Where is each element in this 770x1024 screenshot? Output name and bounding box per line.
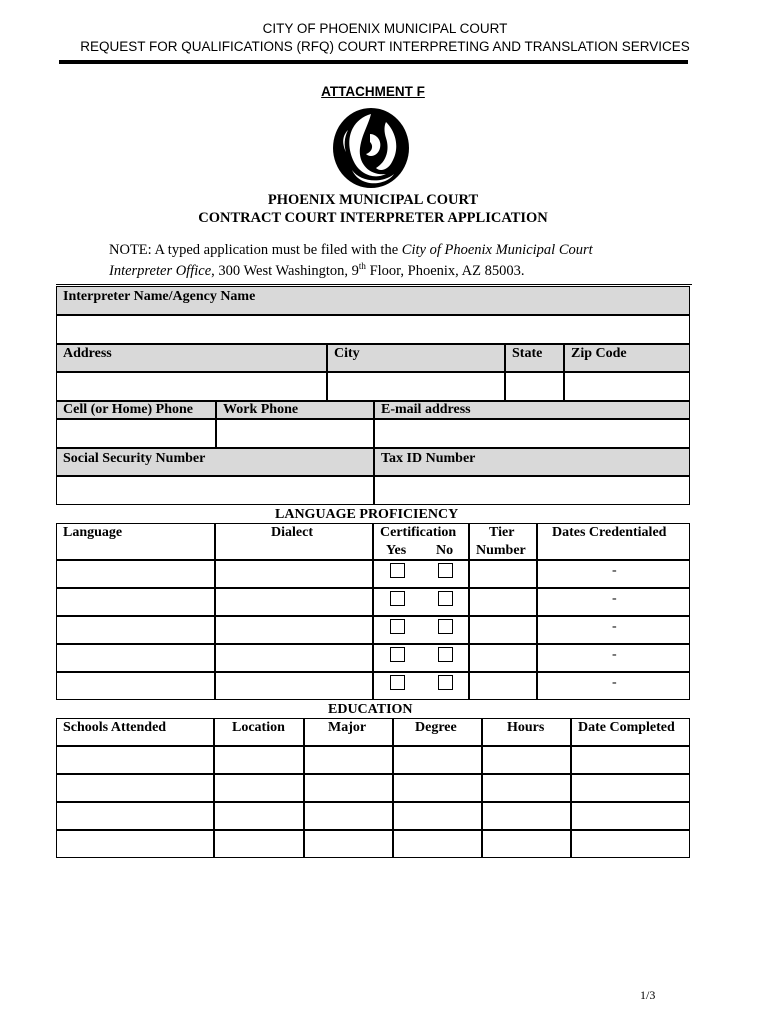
certification-yes-checkbox[interactable] (390, 647, 405, 662)
degree-input[interactable] (393, 774, 482, 802)
state-input[interactable] (505, 372, 564, 401)
major-input[interactable] (304, 830, 393, 858)
degree-input[interactable] (393, 746, 482, 774)
dates-separator: - (612, 647, 617, 662)
major-column-label: Major (328, 720, 367, 735)
city-label: City (334, 346, 360, 361)
tier-input[interactable] (469, 644, 537, 672)
certification-cell (373, 644, 469, 672)
note-prefix: NOTE: A typed application must be filed with the (109, 242, 402, 258)
tier-input[interactable] (469, 560, 537, 588)
date-completed-input[interactable] (571, 802, 690, 830)
location-input[interactable] (214, 774, 304, 802)
major-input[interactable] (304, 774, 393, 802)
form-title-line-1: PHOENIX MUNICIPAL COURT (267, 192, 479, 208)
tier-input[interactable] (469, 616, 537, 644)
dialect-input[interactable] (215, 560, 373, 588)
hours-input[interactable] (482, 774, 571, 802)
tax-id-input[interactable] (374, 476, 690, 505)
certification-no-checkbox[interactable] (438, 619, 453, 634)
dialect-column-label: Dialect (271, 525, 313, 540)
location-column-label: Location (232, 720, 285, 735)
certification-yes-checkbox[interactable] (390, 675, 405, 690)
tier-input[interactable] (469, 672, 537, 700)
email-label: E-mail address (381, 402, 471, 417)
tier-column-label-2: Number (476, 543, 526, 558)
ssn-label: Social Security Number (63, 451, 206, 466)
tier-column-label-1: Tier (489, 525, 515, 540)
education-section-title: EDUCATION (328, 702, 413, 717)
dialect-input[interactable] (215, 588, 373, 616)
language-input[interactable] (56, 616, 215, 644)
school-input[interactable] (56, 746, 214, 774)
form-title-line-2: CONTRACT COURT INTERPRETER APPLICATION (198, 210, 548, 226)
cell-phone-input[interactable] (56, 419, 216, 448)
date-completed-input[interactable] (571, 830, 690, 858)
header-line-1: CITY OF PHOENIX MUNICIPAL COURT (262, 21, 508, 36)
no-column-label: No (436, 543, 454, 558)
date-completed-input[interactable] (571, 774, 690, 802)
language-column-label: Language (63, 525, 123, 540)
work-phone-input[interactable] (216, 419, 374, 448)
note-superscript: th (358, 261, 366, 271)
state-label: State (512, 346, 543, 361)
schools-column-label: Schools Attended (63, 720, 167, 735)
certification-column-label: Certification (380, 525, 457, 540)
city-input[interactable] (327, 372, 505, 401)
dates-separator: - (612, 619, 617, 634)
language-input[interactable] (56, 644, 215, 672)
language-input[interactable] (56, 560, 215, 588)
certification-no-checkbox[interactable] (438, 563, 453, 578)
hours-input[interactable] (482, 830, 571, 858)
zip-label: Zip Code (571, 346, 627, 361)
dialect-input[interactable] (215, 644, 373, 672)
school-input[interactable] (56, 802, 214, 830)
email-input[interactable] (374, 419, 690, 448)
dialect-input[interactable] (215, 672, 373, 700)
dates-separator: - (612, 591, 617, 606)
language-input[interactable] (56, 588, 215, 616)
note-tail: Floor, Phoenix, AZ 85003. (365, 262, 525, 279)
note-address: , 300 West Washington, 9 (211, 262, 359, 279)
certification-cell (373, 560, 469, 588)
school-input[interactable] (56, 774, 214, 802)
degree-input[interactable] (393, 802, 482, 830)
address-label: Address (63, 346, 112, 361)
certification-yes-checkbox[interactable] (390, 619, 405, 634)
dialect-input[interactable] (215, 616, 373, 644)
language-input[interactable] (56, 672, 215, 700)
hours-column-label: Hours (507, 720, 545, 735)
note-italic-office: Interpreter Office (109, 262, 212, 279)
certification-cell (373, 588, 469, 616)
certification-yes-checkbox[interactable] (390, 591, 405, 606)
hours-input[interactable] (482, 746, 571, 774)
work-phone-label: Work Phone (223, 402, 299, 417)
yes-column-label: Yes (386, 543, 407, 558)
address-input[interactable] (56, 372, 327, 401)
dates-separator: - (612, 675, 617, 690)
degree-column-label: Degree (415, 720, 457, 735)
school-input[interactable] (56, 830, 214, 858)
name-label: Interpreter Name/Agency Name (63, 289, 256, 304)
certification-no-checkbox[interactable] (438, 647, 453, 662)
tier-input[interactable] (469, 588, 537, 616)
date-completed-column-label: Date Completed (578, 720, 675, 735)
certification-cell (373, 672, 469, 700)
certification-yes-checkbox[interactable] (390, 563, 405, 578)
location-input[interactable] (214, 830, 304, 858)
hours-input[interactable] (482, 802, 571, 830)
major-input[interactable] (304, 746, 393, 774)
zip-input[interactable] (564, 372, 690, 401)
language-section-title: LANGUAGE PROFICIENCY (275, 507, 459, 522)
attachment-label: ATTACHMENT F (321, 84, 425, 99)
certification-cell (373, 616, 469, 644)
cell-phone-label: Cell (or Home) Phone (63, 402, 193, 417)
note-italic-court: City of Phoenix Municipal Court (401, 242, 593, 258)
location-input[interactable] (214, 746, 304, 774)
dates-separator: - (612, 563, 617, 578)
header-line-2: REQUEST FOR QUALIFICATIONS (RFQ) COURT INTERPRETING AND TRANSLATION SERVICES (80, 39, 690, 54)
date-completed-input[interactable] (571, 746, 690, 774)
major-input[interactable] (304, 802, 393, 830)
name-input[interactable] (56, 315, 690, 344)
ssn-input[interactable] (56, 476, 374, 505)
certification-no-checkbox[interactable] (438, 591, 453, 606)
dates-column-label: Dates Credentialed (552, 525, 667, 540)
page-number: 1/3 (640, 988, 656, 1002)
degree-input[interactable] (393, 830, 482, 858)
tax-id-label: Tax ID Number (381, 451, 476, 466)
certification-no-checkbox[interactable] (438, 675, 453, 690)
location-input[interactable] (214, 802, 304, 830)
